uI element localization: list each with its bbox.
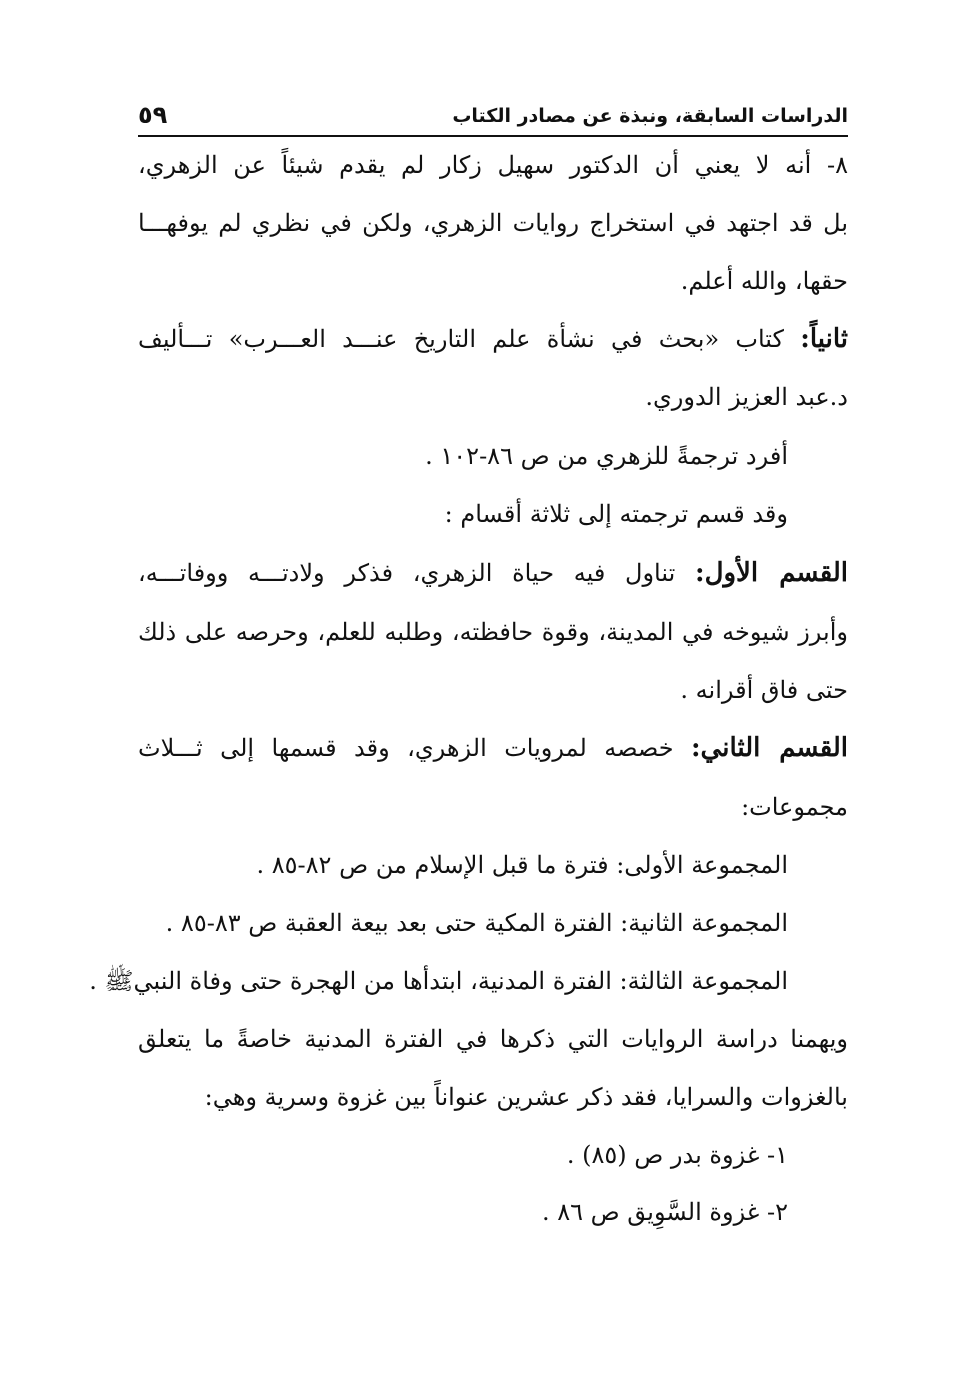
- paragraph-line: ويهمنا دراسة الروايات التي ذكرها في الفترة المدنية خاصةً ما يتعلق: [138, 1025, 848, 1053]
- section-text: كتاب «بحث في نشأة علم التاريخ عنـــد العـــرب» تـــأليف: [138, 325, 801, 353]
- section-text: خصصه لمرويات الزهري، وقد قسمها إلى ثـــلاث: [138, 734, 691, 762]
- section-line: [138, 553, 848, 593]
- paragraph-line: أفرد ترجمةً للزهري من ص ٨٦-١٠٢ .: [425, 442, 788, 470]
- paragraph-line: بالغزوات والسرايا، فقد ذكر عشرين عنواناً بين غزوة وسرية وهي:: [204, 1083, 848, 1111]
- paragraph-line: مجموعات:: [741, 793, 848, 821]
- list-line: المجموعة الأولى: فترة ما قبل الإسلام من ص ٨٢-٨٥ .: [256, 851, 788, 879]
- section-line: [138, 728, 848, 768]
- paragraph-line: د.عبد العزيز الدوري.: [645, 383, 848, 411]
- paragraph-line: حتى فاق أقرانه .: [680, 676, 848, 704]
- paragraph-line: ٨- أنه لا يعني أن الدكتور سهيل زكار لم يقدم شيئاً عن الزهري،: [138, 151, 848, 179]
- list-line: المجموعة الثانية: الفترة المكية حتى بعد بيعة العقبة ص ٨٣-٨٥ .: [165, 909, 788, 937]
- page-number: ٥٩: [138, 101, 168, 129]
- list-item: ٢- غزوة السَّوِيق ص ٨٦ .: [541, 1198, 788, 1226]
- paragraph-line: وأبرز شيوخه في المدينة، وقوة حافظته، وطلبه للعلم، وحرصه على ذلك: [138, 618, 848, 646]
- section-label: القسم الأول:: [694, 558, 848, 588]
- running-header: [138, 103, 848, 137]
- section-line: [138, 319, 848, 359]
- section-text: تناول فيه حياة الزهري، فذكر ولادتـــه ووفاتـــه،: [138, 559, 695, 587]
- list-item: ١- غزوة بدر ص (٨٥) .: [566, 1141, 788, 1169]
- section-label: ثانياً:: [800, 324, 848, 354]
- section-label: القسم الثاني:: [690, 733, 849, 763]
- paragraph-line: بل قد اجتهد في استخراج روايات الزهري، ولكن في نظري لم يوفهـــا: [138, 209, 848, 237]
- list-line: المجموعة الثالثة: الفترة المدنية، ابتدأها من الهجرة حتى وفاة النبيﷺ .: [89, 967, 788, 995]
- header-title: الدراسات السابقة، ونبذة عن مصادر الكتاب: [452, 105, 848, 127]
- paragraph-line: حقها، والله أعلم.: [680, 267, 848, 295]
- paragraph-line: وقد قسم ترجمته إلى ثلاثة أقسام :: [444, 500, 788, 528]
